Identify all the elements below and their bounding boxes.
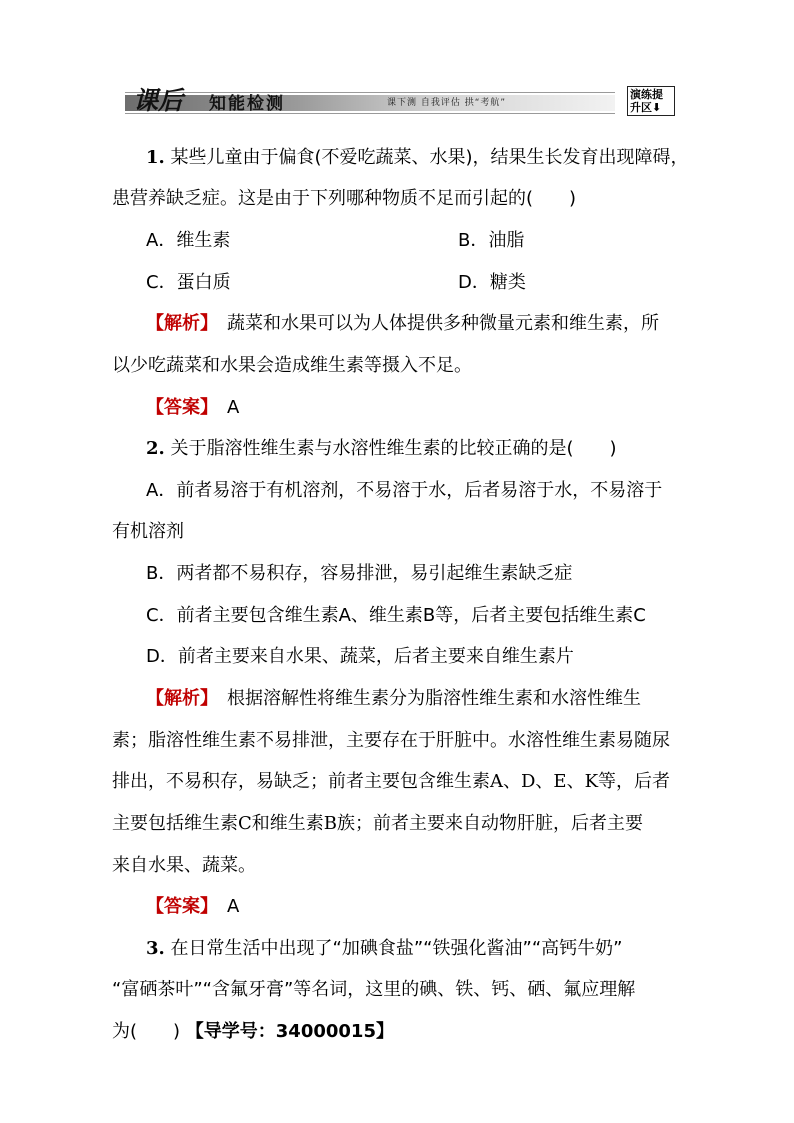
q1-analysis-tag: 【解析】 — [146, 313, 209, 334]
q3-stem-line2: “富硒茶叶”“含氟牙膏”等名词，这里的碘、铁、钙、硒、氟应理解 — [112, 979, 636, 1000]
q2-analysis-tag: 【解析】 — [146, 688, 209, 709]
section-banner — [125, 86, 678, 118]
q2-analysis-line1: 【解析】 根据溶解性将维生素分为脂溶性维生素和水溶性维生 — [146, 688, 641, 709]
q2-analysis-line4: 主要包括维生素C和维生素B族；前者主要来自动物肝脏，后者主要 — [112, 813, 643, 834]
q1-options-row1 — [146, 229, 525, 253]
practice-area-badge — [627, 86, 675, 116]
practice-label-line2: 升区⬇ — [630, 101, 662, 114]
q2-option-c: C．前者主要包含维生素A、维生素B等，后者主要包括维生素C — [146, 605, 646, 626]
q3-stem-line3: 为( ) 【导学号：34000015】 — [112, 1021, 394, 1042]
q1-option-d: D．糖类 — [458, 272, 526, 293]
q2-option-d: D．前者主要来自水果、蔬菜，后者主要来自维生素片 — [146, 646, 574, 667]
banner-tagline: 课下测 自我评估 拱“考航” — [387, 98, 507, 108]
banner-gradient-bar — [125, 95, 615, 111]
q2-number: 2. — [146, 438, 165, 459]
q1-answer-tag: 【答案】 — [146, 397, 209, 418]
q1-number: 1. — [146, 147, 165, 168]
q1-analysis-line2: 以少吃蔬菜和水果会造成维生素等摄入不足。 — [112, 355, 472, 376]
q2-option-b: B．两者都不易积存，容易排泄，易引起维生素缺乏症 — [146, 563, 573, 584]
banner-title: 知能检测 — [209, 94, 285, 114]
q3-number: 3. — [146, 938, 165, 959]
q2-option-a-line2: 有机溶剂 — [112, 521, 184, 542]
q1-stem-line1: 1. 某些儿童由于偏食(不爱吃蔬菜、水果)，结果生长发育出现障碍， — [146, 147, 689, 168]
q2-option-a-line1: A．前者易溶于有机溶剂，不易溶于水，后者易溶于水，不易溶于 — [146, 480, 663, 501]
banner-divider-top — [125, 92, 615, 93]
q3-stem-line1: 3. 在日常生活中出现了“加碘食盐”“铁强化酱油”“高钙牛奶” — [146, 938, 623, 959]
q1-option-b: B．油脂 — [458, 230, 525, 251]
banner-divider-bottom — [125, 113, 615, 114]
q2-analysis-line5: 来自水果、蔬菜。 — [112, 855, 256, 876]
q1-stem-line2: 患营养缺乏症。这是由于下列哪种物质不足而引起的( ) — [112, 188, 577, 209]
q1-option-a: A．维生素 — [146, 230, 231, 251]
q2-answer-tag: 【答案】 — [146, 896, 209, 917]
q3-guide-number: 【导学号：34000015】 — [185, 1021, 394, 1042]
practice-label-line1: 演练提 — [630, 88, 663, 101]
q2-answer: 【答案】 A — [146, 896, 240, 917]
q1-analysis-line1: 【解析】 蔬菜和水果可以为人体提供多种微量元素和维生素，所 — [146, 313, 659, 334]
q1-options-row2 — [146, 271, 526, 295]
q1-answer: 【答案】 A — [146, 397, 240, 418]
q2-stem: 2. 关于脂溶性维生素与水溶性维生素的比较正确的是( ) — [146, 438, 617, 459]
q1-option-c: C．蛋白质 — [146, 272, 231, 293]
q2-analysis-line2: 素；脂溶性维生素不易排泄，主要存在于肝脏中。水溶性维生素易随尿 — [112, 730, 670, 751]
banner-title-italic: 课后 — [133, 86, 184, 115]
q2-analysis-line3: 排出，不易积存，易缺乏；前者主要包含维生素A、D、E、K等，后者 — [112, 771, 671, 792]
